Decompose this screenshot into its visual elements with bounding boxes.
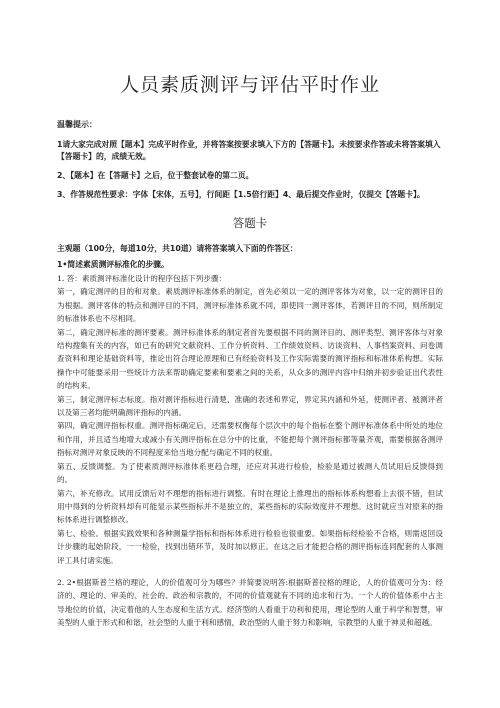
question-1-answer bbox=[57, 272, 443, 567]
question-2-answer bbox=[57, 576, 443, 630]
hint-label: 温馨提示： bbox=[57, 120, 97, 129]
answer-paragraph: 第六，补充修改。试用反馈后对不理想的指标进行调整。有时在理论上推理出的指标体系构想看上去很不错，但试用中得到的分析资料却有可能显示某些指标并不是独立的，某些指标的实际效度并不理想。这时就应当对原来的指标体系进行调整修改。 bbox=[57, 488, 443, 525]
note-2: 2、【题本】在【答题卡】之后，位于整套试卷的第二页。 bbox=[57, 171, 254, 180]
answer-paragraph: 第三，制定测评标志标度。指对测评指标进行清楚、准确的表述和界定，界定其内涵和外延，使测评者、被测评者以及第三者均能明确测评指标的内涵。 bbox=[57, 394, 443, 418]
spacer bbox=[57, 567, 443, 576]
answer-paragraph: 第五、反馈调整。为了使素质测评标准体系更趋合理，还应对其进行检验，检验是通过被测人员试用后反馈得到的。 bbox=[57, 461, 443, 485]
answer-paragraph: 2. 2•根据斯普兰格的理论，人的价值观可分为哪些？并简要说明答:根据斯普拉格的理论，人的价值观可分为：经济的、理论的、审美的、社会的、政治和宗教的，不同的价值观就有不同的追求和行为。一个人的价值体系中占主导地位的价值，决定着他的人生态度和生活方式。经济型的人看重于功利和使用，理论型的人重于科学和智慧，审美型的人重于形式和和谐，社会型的人重于利和感情，政治型的人重于努力和影响，宗教型的人重于神灵和超越。 bbox=[57, 577, 443, 628]
answer-card-title: 答题卡 bbox=[232, 216, 268, 230]
document-title: 人员素质测评与评估平时作业 bbox=[119, 74, 380, 96]
section-header: 主观题（100分，每道10分，共10道）请将答案填入下面的作答区： bbox=[57, 244, 298, 253]
note-1: 1请大家完成对照【题本】完成平时作业，并将答案按要求填入下方的【答题卡】。未按要求作答或未将答案填入【答题卡】的，成绩无效。 bbox=[57, 140, 441, 161]
note-3: 3、作答规范性要求：字体【宋体，五号】，行间距【1.5倍行距】4、最后提交作业时，仅提交【答题卡】。 bbox=[57, 190, 425, 199]
answer-paragraph: 第一，确定测评的目的和对象。素质测评标准体系的制定，首先必须以一定的测评客体为对象，以一定的测评目的为根据。测评客体的特点和测评目的不同，测评标准体系就不同，即使同一测评客体，若测评目的不同，则所制定的标准体系也不尽相同。 bbox=[57, 287, 443, 324]
document-page bbox=[57, 0, 443, 708]
answer-paragraph: 1. 答：素质测评标准化设计的程序包括下列步骤： bbox=[57, 274, 227, 283]
answer-paragraph: 第七、检验。根据实践效果和各种测量学指标和指标体系进行检验也很重要。如果指标经检验不合格，则需返回设计步骤的起始阶段，一一检验，找到出错环节，及时加以修正。在这之后才能把合格的测评指标连同配套的人事测评工具付诸实施。 bbox=[57, 528, 443, 565]
answer-paragraph: 第四，确定测评指标权重。测评指标确定后，还需要权衡每个层次中的每个指标在整个测评标准体系中所处的地位和作用，并且适当地增大或减小有关测评指标在总分中的比重，不能把每个测评指标都等量齐观，需要根据各测评指标对测评对象反映的不同程度来恰当地分配与确定不同的权重。 bbox=[57, 421, 443, 458]
question-1-title: 1•简述素质测评标准化的步骤。 bbox=[57, 260, 169, 269]
answer-paragraph: 第二，确定测评标准的测评要素。测评标准体系的制定者首先要根据不同的测评目的、测评类型、测评客体与对象结构搜集有关的内容，如已有的研究文献资料、工作分析资料、工作绩效资料、访谈资料、人事档案资料、问卷调查资料和理论基础资料等，推论出符合理论原理和已有经验资料及工作实际需要的测评指标和标准体系构想。实际操作中可能要采用一些统计方法来帮助确定要素和要素之间的关系，从众多的测评内容中归纳并初步验证出代表性的结构来。 bbox=[57, 327, 443, 391]
